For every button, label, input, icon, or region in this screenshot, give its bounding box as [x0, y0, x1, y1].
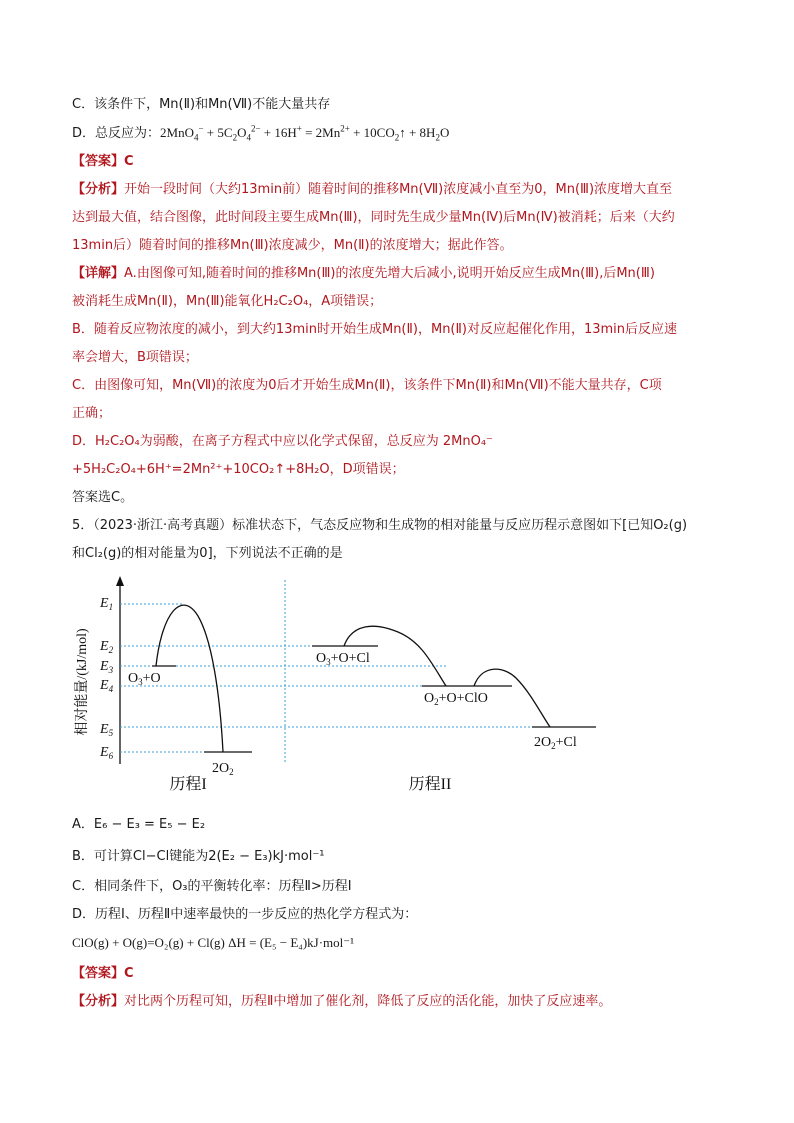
y-axis-label: 相对能量/(kJ/mol): [75, 628, 90, 736]
y-axis-arrow: [116, 576, 124, 586]
level-label-e5: $E_5$: [100, 722, 114, 738]
analysis-tag: 【分析】: [72, 182, 125, 197]
option-c-previous: C．该条件下，Mn(Ⅱ)和Mn(Ⅶ)不能大量共存: [72, 97, 331, 112]
detail-b-line-1: B．随着反应物浓度的减小，到大约13min时开始生成Mn(Ⅱ)，Mn(Ⅱ)对反应起催化作用，13min后反应速: [72, 322, 678, 337]
analysis-q5: 【分析】对比两个历程可知，历程Ⅱ中增加了催化剂，降低了反应的活化能，加快了反应速率。: [72, 994, 612, 1009]
species-2o2: $2O_2$: [212, 761, 234, 777]
analysis-line-1: 【分析】开始一段时间（大约13min前）随着时间的推移Mn(Ⅶ)浓度减小直至为0，Mn(Ⅲ)浓度增大直至: [72, 182, 673, 197]
level-label-e2: $E_2$: [100, 639, 114, 655]
level-label-e1: $E_1$: [100, 596, 114, 612]
detail-c-line-2: 正确；: [72, 406, 112, 421]
pathway-ii-label: 历程II: [408, 776, 452, 793]
level-label-e6: $E_6$: [100, 745, 114, 761]
level-label-e4: $E_4$: [100, 678, 114, 694]
level-label-e3: $E_3$: [100, 659, 114, 675]
analysis-line-2: 达到最大值，结合图像，此时间段主要生成Mn(Ⅲ)，同时先生成少量Mn(Ⅳ)后Mn(Ⅳ)被消耗；后来（大约: [72, 210, 675, 225]
detail-a-line-2: 被消耗生成Mn(Ⅱ)，Mn(Ⅲ)能氧化H₂C₂O₄，A项错误；: [72, 294, 383, 309]
pathway-i-curve: [156, 605, 223, 752]
species-2o2-cl: $2O_2+Cl$: [534, 735, 577, 751]
answer-tag-q5: 【答案】C: [72, 966, 134, 981]
option-d-line-1: D．历程Ⅰ、历程Ⅱ中速率最快的一步反应的热化学方程式为：: [72, 907, 418, 922]
answer-choice: 答案选C。: [72, 490, 134, 505]
option-d-label: D．总反应为：: [72, 126, 161, 141]
pathway-i-label: 历程I: [169, 776, 207, 793]
energy-pathway-diagram: [72, 574, 602, 796]
detail-a-line-1: 【详解】A.由图像可知,随着时间的推移Mn(Ⅲ)的浓度先增大后减小,说明开始反应生成Mn(Ⅲ),后Mn(Ⅲ): [72, 266, 655, 281]
answer-tag: 【答案】C: [72, 154, 134, 169]
detail-d-line-1: D．H₂C₂O₄为弱酸，在离子方程式中应以化学式保留，总反应为 2MnO₄⁻: [72, 434, 493, 449]
question-5-line-2: 和Cl₂(g)的相对能量为0]，下列说法不正确的是: [72, 546, 343, 561]
option-d-previous: [72, 124, 449, 143]
species-o3-o: $O_3+O$: [128, 671, 161, 687]
option-a: A．E₆ − E₃ = E₅ − E₂: [72, 817, 206, 832]
analysis-line-3: 13min后）随着时间的推移Mn(Ⅲ)浓度减少，Mn(Ⅱ)的浓度增大；据此作答。: [72, 238, 513, 253]
total-reaction-equation: $2MnO_4^- + 5C_2O_4^{2-} + 16H^+ = 2Mn^{2+}$ + $10CO_2↑ + 8H_2O$: [160, 123, 450, 143]
analysis-tag-q5: 【分析】: [72, 994, 125, 1009]
detail-tag: 【详解】: [72, 266, 125, 281]
species-o2-o-clo: $O_2+O+ClO$: [424, 691, 488, 707]
species-o3-o-cl: $O_3+O+Cl$: [316, 651, 370, 667]
question-5-line-1: 5．（2023·浙江·高考真题）标准状态下，气态反应物和生成物的相对能量与反应历程示意图如下[已知O₂(g): [72, 518, 688, 533]
detail-d-line-2: +5H₂C₂O₄+6H⁺=2Mn²⁺+10CO₂↑+8H₂O，D项错误；: [72, 462, 405, 477]
option-b: B．可计算Cl−Cl键能为2(E₂ − E₃)kJ·mol⁻¹: [72, 849, 325, 864]
option-c: C．相同条件下，O₃的平衡转化率：历程Ⅱ>历程Ⅰ: [72, 879, 352, 894]
option-d-line-2: ClO(g) + O(g)=O₂(g) + Cl(g) ΔH = (E₅ − E₄)kJ·mol⁻¹: [72, 935, 355, 950]
detail-b-line-2: 率会增大，B项错误；: [72, 350, 198, 365]
detail-c-line-1: C．由图像可知，Mn(Ⅶ)的浓度为0后才开始生成Mn(Ⅱ)，该条件下Mn(Ⅱ)和Mn(Ⅶ)不能大量共存，C项: [72, 378, 662, 393]
